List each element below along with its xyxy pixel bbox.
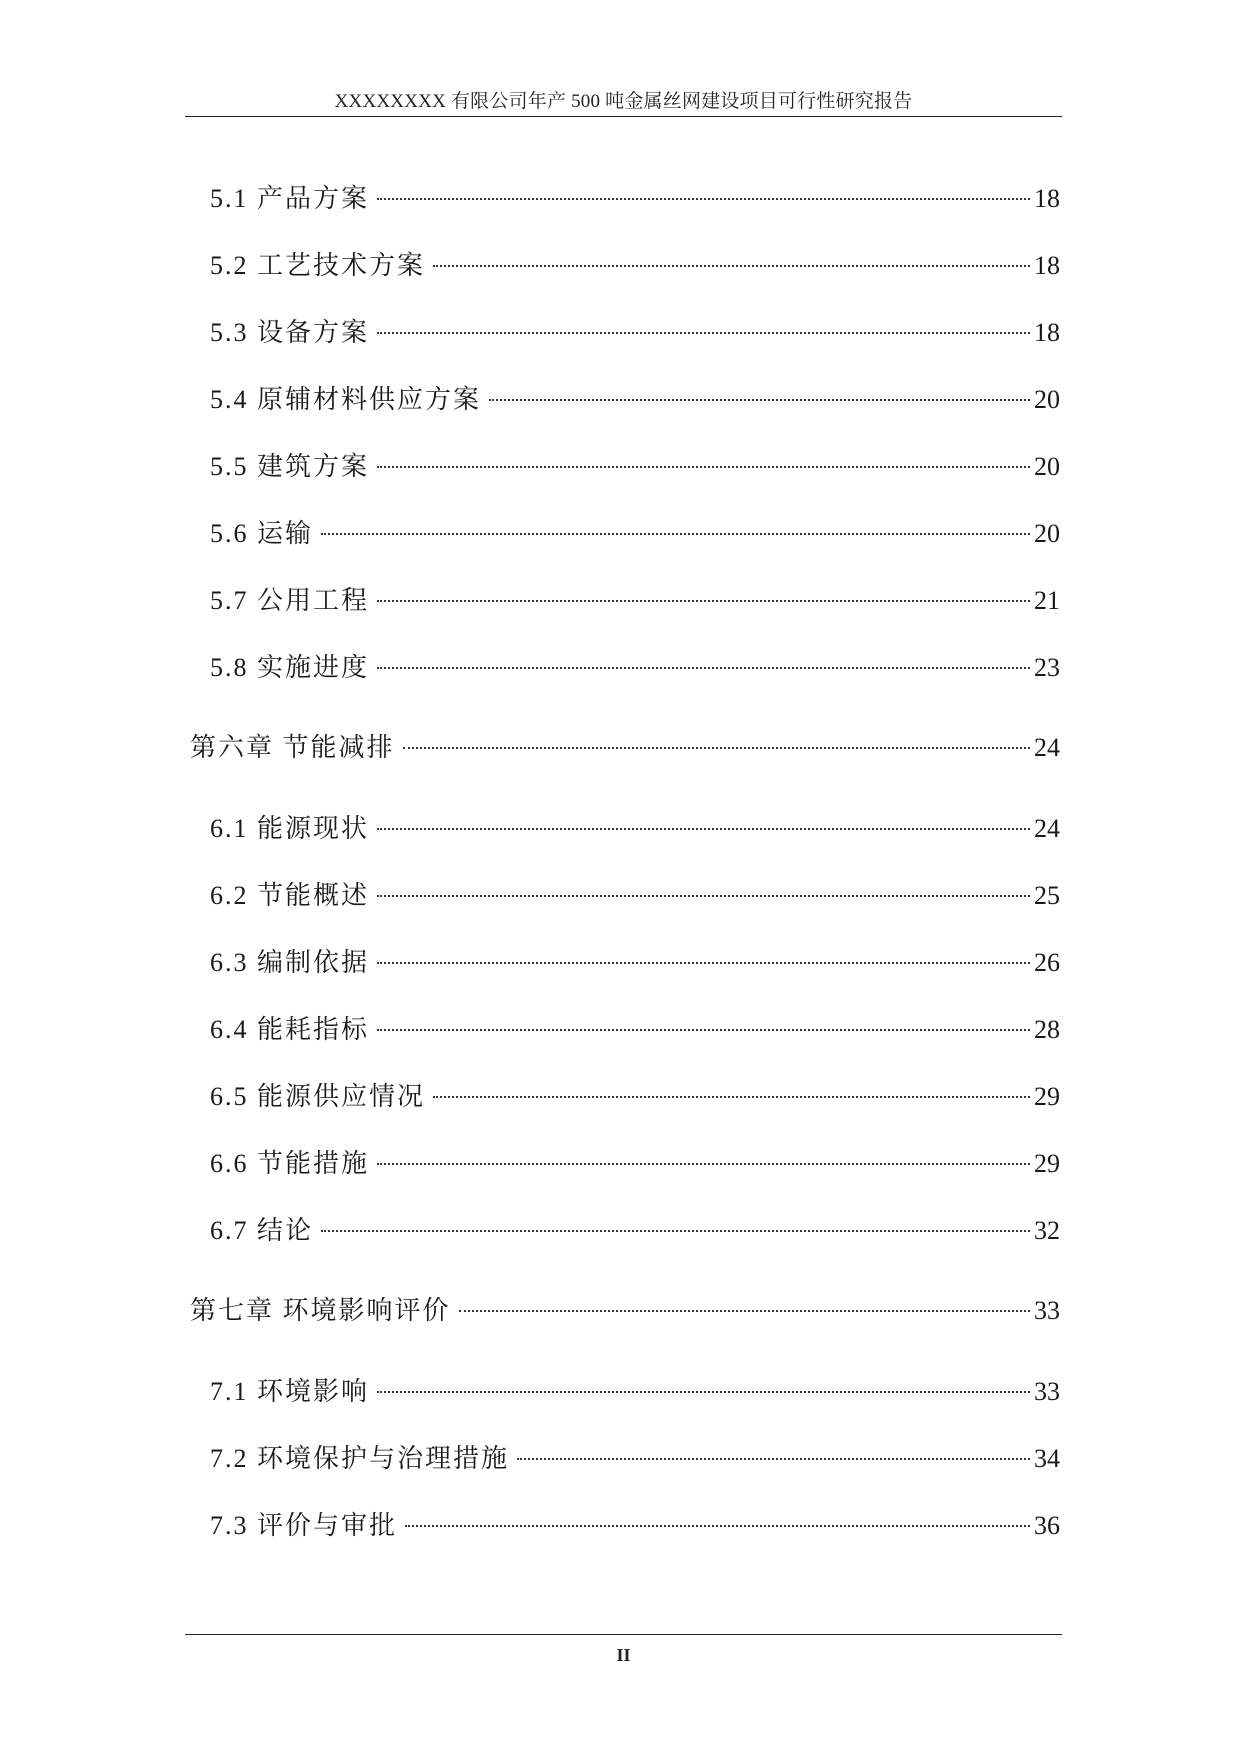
toc-dot-leader bbox=[377, 466, 1030, 468]
page-header-title: XXXXXXXX 有限公司年产 500 吨金属丝网建设项目可行性研究报告 bbox=[334, 91, 913, 112]
page-number: II bbox=[616, 1645, 631, 1665]
toc-dot-leader bbox=[377, 600, 1030, 602]
toc-entry-label: 5.1 产品方案 bbox=[210, 184, 370, 213]
toc-entry-label: 7.1 环境影响 bbox=[210, 1377, 370, 1406]
toc-dot-leader bbox=[377, 1029, 1030, 1031]
toc-page-number: 20 bbox=[1034, 452, 1060, 481]
toc-page-number: 18 bbox=[1034, 184, 1060, 213]
toc-dot-leader bbox=[377, 895, 1030, 897]
toc-dot-leader bbox=[377, 1163, 1030, 1165]
toc-entry-label: 7.3 评价与审批 bbox=[210, 1511, 398, 1540]
header-rule bbox=[185, 116, 1062, 117]
toc-page-number: 36 bbox=[1034, 1511, 1060, 1540]
toc-page-number: 18 bbox=[1034, 251, 1060, 280]
toc-dot-leader bbox=[377, 198, 1030, 200]
toc-page-number: 21 bbox=[1034, 586, 1060, 615]
toc-dot-leader bbox=[403, 747, 1030, 749]
toc-page-number: 29 bbox=[1034, 1082, 1060, 1111]
toc-entry-6-1[interactable] bbox=[210, 812, 1060, 846]
toc-entry-6-3[interactable] bbox=[210, 946, 1060, 980]
toc-entry-6-6[interactable] bbox=[210, 1147, 1060, 1181]
toc-page-number: 20 bbox=[1034, 385, 1060, 414]
footer-rule bbox=[185, 1634, 1062, 1635]
toc-dot-leader bbox=[377, 1391, 1030, 1393]
toc-dot-leader bbox=[489, 399, 1030, 401]
toc-entry-label: 6.7 结论 bbox=[210, 1216, 314, 1245]
toc-page-number: 33 bbox=[1034, 1377, 1060, 1406]
toc-entry-5-4[interactable] bbox=[210, 383, 1060, 417]
toc-entry-5-1[interactable] bbox=[210, 182, 1060, 216]
toc-dot-leader bbox=[321, 1230, 1030, 1232]
toc-page-number: 34 bbox=[1034, 1444, 1060, 1473]
toc-page-number: 32 bbox=[1034, 1216, 1060, 1245]
toc-entry-label: 6.3 编制依据 bbox=[210, 948, 370, 977]
toc-entry-6-5[interactable] bbox=[210, 1080, 1060, 1114]
toc-entry-label: 7.2 环境保护与治理措施 bbox=[210, 1444, 510, 1473]
toc-entry-7-2[interactable] bbox=[210, 1442, 1060, 1476]
toc-entry-5-7[interactable] bbox=[210, 584, 1060, 618]
toc-page-number: 26 bbox=[1034, 948, 1060, 977]
toc-page-number: 20 bbox=[1034, 519, 1060, 548]
toc-entry-label: 6.5 能源供应情况 bbox=[210, 1082, 426, 1111]
toc-dot-leader bbox=[433, 1096, 1030, 1098]
toc-entry-6-7[interactable] bbox=[210, 1214, 1060, 1248]
toc-dot-leader bbox=[377, 828, 1030, 830]
toc-page-number: 29 bbox=[1034, 1149, 1060, 1178]
toc-dot-leader bbox=[377, 667, 1030, 669]
toc-dot-leader bbox=[517, 1458, 1030, 1460]
toc-dot-leader bbox=[377, 962, 1030, 964]
toc-entry-chapter-7[interactable] bbox=[190, 1294, 1060, 1328]
toc-entry-label: 5.7 公用工程 bbox=[210, 586, 370, 615]
toc-entry-label: 5.8 实施进度 bbox=[210, 653, 370, 682]
toc-entry-label: 5.3 设备方案 bbox=[210, 318, 370, 347]
toc-page-number: 24 bbox=[1034, 733, 1060, 762]
toc-entry-6-2[interactable] bbox=[210, 879, 1060, 913]
toc-entry-label: 6.6 节能措施 bbox=[210, 1149, 370, 1178]
toc-page-number: 33 bbox=[1034, 1296, 1060, 1325]
toc-chapter-label: 第七章 环境影响评价 bbox=[190, 1296, 451, 1325]
toc-entry-label: 6.2 节能概述 bbox=[210, 881, 370, 910]
toc-page-number: 23 bbox=[1034, 653, 1060, 682]
toc-entry-label: 6.4 能耗指标 bbox=[210, 1015, 370, 1044]
toc-entry-chapter-6[interactable] bbox=[190, 731, 1060, 765]
toc-entry-label: 5.5 建筑方案 bbox=[210, 452, 370, 481]
toc-page-number: 28 bbox=[1034, 1015, 1060, 1044]
toc-entry-5-2[interactable] bbox=[210, 249, 1060, 283]
toc-chapter-label: 第六章 节能减排 bbox=[190, 733, 395, 762]
toc-entry-5-8[interactable] bbox=[210, 651, 1060, 685]
toc-page-number: 18 bbox=[1034, 318, 1060, 347]
toc-entry-label: 5.6 运输 bbox=[210, 519, 314, 548]
toc-entry-7-3[interactable] bbox=[210, 1509, 1060, 1543]
toc-dot-leader bbox=[405, 1525, 1030, 1527]
toc-entry-6-4[interactable] bbox=[210, 1013, 1060, 1047]
toc-entry-5-3[interactable] bbox=[210, 316, 1060, 350]
toc-entry-label: 5.2 工艺技术方案 bbox=[210, 251, 426, 280]
toc-page-number: 24 bbox=[1034, 814, 1060, 843]
toc-dot-leader bbox=[377, 332, 1030, 334]
toc-entry-label: 5.4 原辅材料供应方案 bbox=[210, 385, 482, 414]
toc-entry-5-5[interactable] bbox=[210, 450, 1060, 484]
toc-page-number: 25 bbox=[1034, 881, 1060, 910]
toc-entry-label: 6.1 能源现状 bbox=[210, 814, 370, 843]
toc-dot-leader bbox=[459, 1310, 1030, 1312]
toc-entry-5-6[interactable] bbox=[210, 517, 1060, 551]
toc-dot-leader bbox=[321, 533, 1030, 535]
toc-entry-7-1[interactable] bbox=[210, 1375, 1060, 1409]
toc-dot-leader bbox=[433, 265, 1030, 267]
